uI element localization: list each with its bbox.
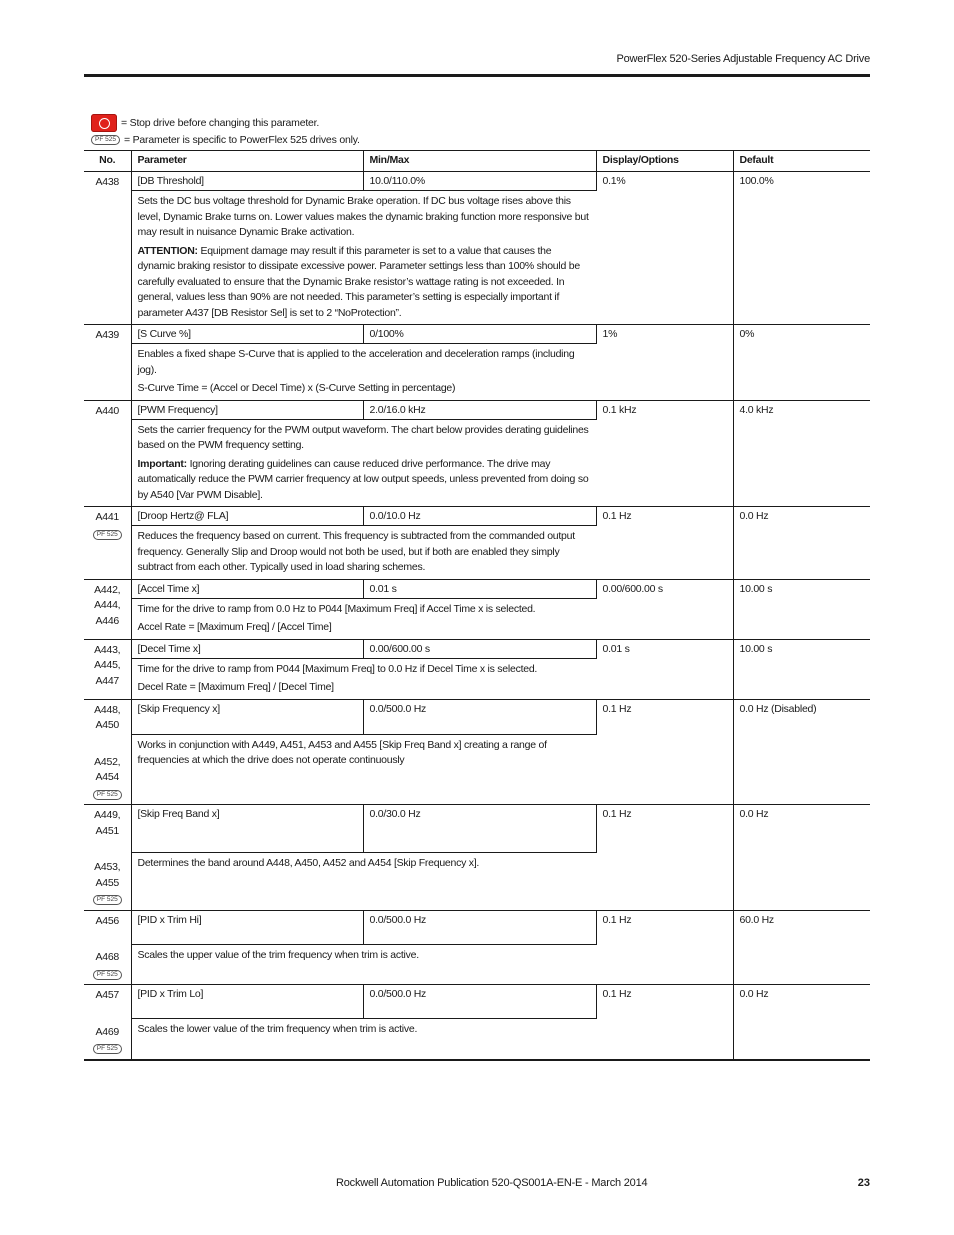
col-header-display: Display/Options [596, 151, 733, 172]
description-paragraph: Time for the drive to ramp from P044 [Maximum Freq] to 0.0 Hz if Decel Time x is selected. [137, 662, 538, 675]
param-number-text: A446 [95, 614, 120, 627]
param-number [84, 910, 131, 985]
param-number [84, 699, 131, 805]
param-display-options: 0.1 kHz [596, 400, 733, 507]
col-header-parameter: Parameter [131, 151, 363, 172]
param-default: 0% [733, 325, 870, 401]
param-number-text: A438 [95, 176, 120, 188]
pf525-badge-icon: PF 525 [93, 530, 122, 540]
param-default: 10.00 s [733, 579, 870, 639]
param-number [84, 579, 131, 639]
description-note [138, 457, 591, 504]
col-header-minmax: Min/Max [363, 151, 596, 172]
col-header-default: Default [733, 151, 870, 172]
param-name: [PID x Trim Hi] [131, 910, 363, 944]
legend-pf525-text: = Parameter is specific to PowerFlex 525 drives only. [123, 134, 360, 146]
param-number-text: A457 [95, 989, 120, 1001]
param-display-options: 0.1 Hz [596, 985, 733, 1060]
description-paragraph: Scales the lower value of the trim frequency when trim is active. [137, 1022, 418, 1035]
note-text: Ignoring derating guidelines can cause reduced drive performance. The drive may automatically reduce the PWM carrier frequency at low output speeds, unless prevented from doing so by A540 [Var PWM Disable]. [137, 457, 589, 501]
param-number [84, 805, 131, 911]
param-number-text: A445, [94, 659, 121, 671]
param-name: [PID x Trim Lo] [131, 985, 363, 1019]
param-number-text: A447 [95, 674, 120, 687]
description-paragraph: S-Curve Time = (Accel or Decel Time) x (S-Curve Setting in percentage) [137, 382, 456, 394]
param-default: 0.0 Hz (Disabled) [733, 699, 870, 805]
stop-drive-icon [91, 114, 117, 132]
description-paragraph: Time for the drive to ramp from 0.0 Hz to P044 [Maximum Freq] if Accel Time x is selected. [137, 602, 536, 615]
param-display-options: 0.1 Hz [596, 805, 733, 911]
param-name: [PWM Frequency] [131, 400, 363, 419]
description-paragraph: Decel Rate = [Maximum Freq] / [Decel Time] [137, 681, 334, 693]
parameter-table [84, 150, 870, 1061]
description-paragraph: Works in conjunction with A449, A451, A453 and A455 [Skip Freq Band x] creating a range of frequencies at which the drive does not operate continuously [137, 738, 547, 767]
description-paragraph: Sets the DC bus voltage threshold for Dynamic Brake operation. If DC bus voltage rises above this level, Dynamic Brake turns on. Lower values makes the dynamic braking function more responsive but may result in nuisance Dynamic Brake activation. [137, 195, 589, 238]
page-number: 23 [857, 1177, 870, 1189]
description-paragraph: Reduces the frequency based on current. This frequency is subtracted from the commanded output frequency. Generally Slip and Droop would not both be used, but if both are enabled they simply subtract from each other. Typically used in load sharing schemes. [137, 530, 575, 573]
param-name: [S Curve %] [131, 325, 363, 344]
param-number-text: A451 [95, 824, 120, 837]
pf525-badge-icon: PF 525 [93, 1044, 122, 1054]
param-minmax: 0/100% [363, 325, 596, 344]
param-minmax: 0.0/500.0 Hz [363, 985, 596, 1019]
param-description [131, 853, 596, 910]
param-number-text: A439 [95, 329, 120, 341]
param-default: 4.0 kHz [733, 400, 870, 507]
table-row [84, 910, 870, 944]
note-text: Equipment damage may result if this parameter is set to a value that causes the dynamic braking resistor to dissipate excessive power. Parameter settings less than 100% should be carefully evaluated to ensure that the Dynamic Brake resistor’s wattage rating is not exceeded. In general, values less than 90% are not needed. This parameter’s setting is especially important if parameter A437 [DB Resistor Sel] is set to 2 “NoProtection”. [137, 244, 580, 319]
param-default: 10.00 s [733, 639, 870, 699]
param-number [84, 985, 131, 1060]
note-label: ATTENTION: [137, 244, 198, 257]
param-default: 60.0 Hz [733, 910, 870, 985]
table-row [84, 325, 870, 344]
param-number-text: A452, [94, 755, 121, 768]
description-note [138, 244, 591, 322]
param-number [84, 172, 131, 325]
pf525-badge-icon: PF 525 [93, 970, 122, 980]
table-row [84, 172, 870, 191]
param-default: 100.0% [733, 172, 870, 325]
param-display-options: 0.1% [596, 172, 733, 325]
param-description [131, 526, 596, 580]
note-label: Important: [137, 457, 187, 470]
description-paragraph: Accel Rate = [Maximum Freq] / [Accel Time] [137, 621, 332, 633]
param-minmax: 10.0/110.0% [363, 172, 596, 191]
param-number-text: A449, [94, 809, 121, 821]
param-description [131, 191, 596, 325]
pf525-badge-icon: PF 525 [93, 895, 122, 905]
param-number-text: A455 [95, 876, 120, 889]
param-minmax: 0.00/600.00 s [363, 639, 596, 658]
param-minmax: 0.0/500.0 Hz [363, 910, 596, 944]
legend-stop [91, 114, 319, 132]
param-minmax: 0.01 s [363, 579, 596, 598]
param-number [84, 507, 131, 580]
param-name: [Accel Time x] [131, 579, 363, 598]
description-paragraph: Enables a fixed shape S-Curve that is applied to the acceleration and deceleration ramps (including jog). [137, 348, 575, 376]
param-minmax: 0.0/500.0 Hz [363, 699, 596, 734]
param-minmax: 0.0/30.0 Hz [363, 805, 596, 853]
param-display-options: 0.00/600.00 s [596, 579, 733, 639]
param-description [131, 658, 596, 699]
param-display-options: 0.01 s [596, 639, 733, 699]
param-name: [Skip Frequency x] [131, 699, 363, 734]
param-number [84, 325, 131, 401]
legend-pf525 [91, 134, 360, 146]
param-number-text: A444, [94, 599, 121, 611]
param-description [131, 344, 596, 401]
param-name: [Decel Time x] [131, 639, 363, 658]
col-header-no: No. [84, 151, 131, 172]
param-name: [Skip Freq Band x] [131, 805, 363, 853]
param-name: [Droop Hertz@ FLA] [131, 507, 363, 526]
param-default: 0.0 Hz [733, 805, 870, 911]
param-display-options: 0.1 Hz [596, 699, 733, 805]
header-rule [84, 74, 870, 77]
param-default: 0.0 Hz [733, 985, 870, 1060]
param-number-text: A450 [95, 719, 120, 731]
footer-publication: Rockwell Automation Publication 520-QS001A-EN-E - March 2014 [336, 1177, 648, 1189]
pf525-badge-icon: PF 525 [93, 790, 122, 800]
param-number-text: A441 [95, 511, 120, 523]
param-display-options: 1% [596, 325, 733, 401]
table-row [84, 400, 870, 419]
param-number-text: A469 [95, 1025, 120, 1038]
param-number-text: A468 [95, 951, 120, 963]
table-row [84, 699, 870, 734]
param-display-options: 0.1 Hz [596, 507, 733, 580]
table-row [84, 639, 870, 658]
param-number-text: A443, [94, 643, 121, 656]
table-header-row [84, 151, 870, 172]
param-minmax: 2.0/16.0 kHz [363, 400, 596, 419]
param-description [131, 734, 596, 804]
table-row [84, 985, 870, 1019]
pf525-badge-icon: PF 525 [91, 135, 120, 145]
param-description [131, 1018, 596, 1059]
param-number-text: A454 [95, 771, 120, 783]
param-description [131, 598, 596, 639]
description-paragraph: Determines the band around A448, A450, A452 and A454 [Skip Frequency x]. [137, 857, 480, 870]
param-minmax: 0.0/10.0 Hz [363, 507, 596, 526]
param-number-text: A456 [95, 914, 120, 927]
running-header: PowerFlex 520-Series Adjustable Frequency AC Drive [616, 53, 870, 65]
param-default: 0.0 Hz [733, 507, 870, 580]
table-row [84, 507, 870, 526]
param-description [131, 944, 596, 984]
param-description [131, 419, 596, 507]
param-number-text: A442, [94, 583, 121, 596]
param-number-text: A453, [94, 861, 121, 873]
description-paragraph: Sets the carrier frequency for the PWM output waveform. The chart below provides derating guidelines based on the PWM frequency setting. [137, 423, 589, 451]
param-display-options: 0.1 Hz [596, 910, 733, 985]
param-number [84, 639, 131, 699]
table-row [84, 579, 870, 598]
table-row [84, 805, 870, 853]
param-number-text: A440 [95, 404, 120, 417]
legend-stop-text: = Stop drive before changing this parameter. [121, 117, 320, 129]
param-name: [DB Threshold] [131, 172, 363, 191]
description-paragraph: Scales the upper value of the trim frequency when trim is active. [137, 948, 419, 961]
param-number [84, 400, 131, 507]
param-number-text: A448, [94, 703, 121, 716]
